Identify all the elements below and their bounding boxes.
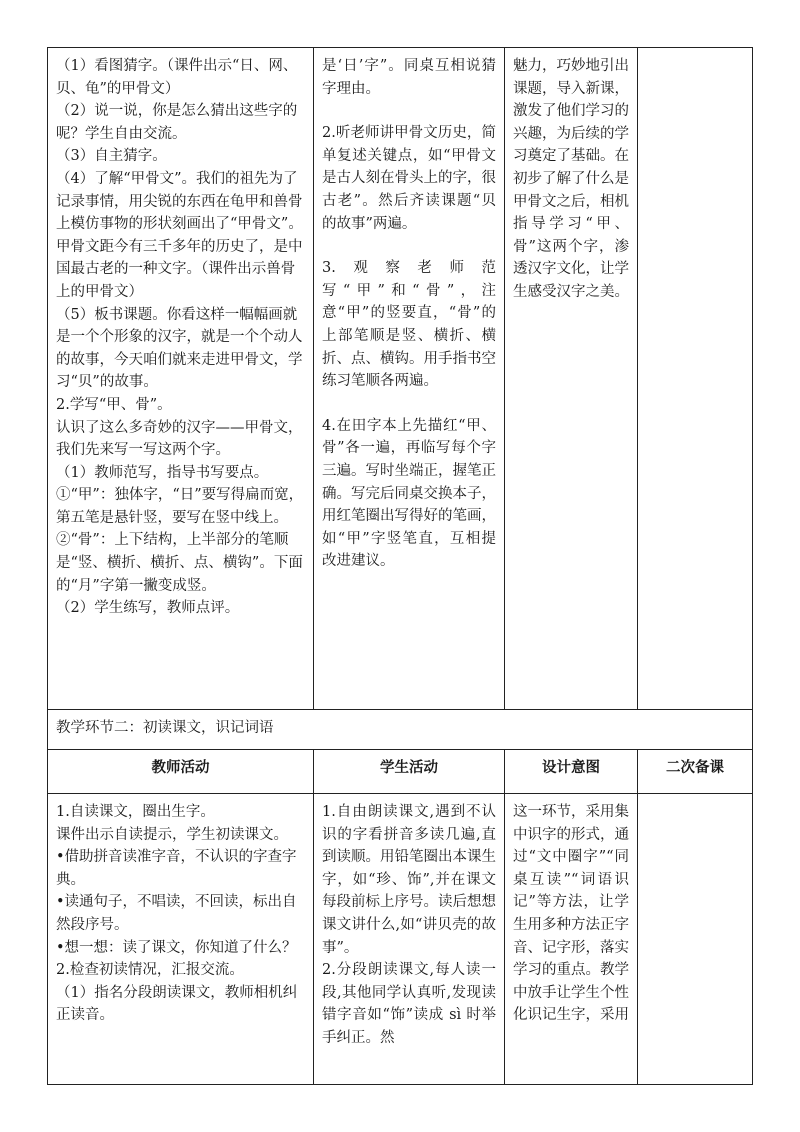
- secondary-prep-cell: [638, 48, 753, 710]
- teacher-line: （3）自主猜字。: [56, 148, 167, 165]
- header-row: [48, 750, 753, 794]
- table-row: [48, 794, 753, 1085]
- header-student-activity: 学生活动: [314, 750, 505, 794]
- teacher-line: （1）教师范写，指导书写要点。: [56, 464, 269, 481]
- teacher-line: 认识了这么多奇妙的汉字——甲骨文，我们先来写一写这两个字。: [56, 419, 303, 459]
- header-teacher-activity: 教师活动: [48, 750, 314, 794]
- teacher-line: ①“甲”：独体字，“日”要写得扁而宽，第五笔是悬针竖，要写在竖中线上。: [56, 487, 304, 526]
- student-paragraph: 是‘日’字”。同桌互相说猜字理由。: [322, 58, 496, 97]
- student-line: 2.分段朗读课文,每人读一段,其他同学认真听,发现读错字音如“饰”读成 sì 时举手纠正。然: [322, 962, 496, 1046]
- table-row: [48, 48, 753, 710]
- student-activity-cell: [314, 794, 505, 1085]
- section-title: 教学环节二：初读课文，识记词语: [48, 710, 753, 750]
- header-design-intent: 设计意图: [505, 750, 638, 794]
- teacher-line: 2.学写“甲、骨”。: [56, 396, 172, 413]
- student-line: 1.自由朗读课文,遇到不认识的字看拼音多读几遍,直到读顺。用铅笔圈出本课生字，如“珍、饰”,并在课文每段前标上序号。读后想想课文讲什么,如“讲贝壳的故事”。: [322, 804, 496, 956]
- student-paragraph: 2.听老师讲甲骨文历史，简单复述关键点，如“甲骨文是古人刻在骨头上的字，很古老”。然后齐读课题“贝的故事”两遍。: [322, 125, 496, 232]
- teacher-line: （2）说一说，你是怎么猜出这些字的呢？学生自由交流。: [56, 103, 298, 142]
- teacher-line: （1）指名分段朗读课文，教师相机纠正读音。: [56, 984, 298, 1024]
- secondary-prep-cell: [638, 794, 753, 1085]
- teacher-line: （1）看图猜字。（课件出示“日、网、贝、龟”的甲骨文）: [56, 58, 298, 97]
- teacher-line: ②“骨”：上下结构，上半部分的笔顺是“竖、横折、横折、点、横钩”。下面的“月”字第一撇变成竖。: [56, 532, 303, 594]
- design-intent-cell: [505, 794, 638, 1085]
- student-activity-cell: [314, 48, 505, 710]
- teacher-line: •借助拼音读准字音，不认识的字查字典。: [56, 849, 297, 888]
- teacher-line: 2.检查初读情况，汇报交流。: [56, 962, 244, 979]
- header-secondary-prep: 二次备课: [638, 750, 753, 794]
- student-paragraph: 3.观察老师范写“甲”和“骨”，注意“甲”的竖要直，“骨”的上部笔顺是竖、横折、横折、点、横钩。用手指书空练习笔顺各两遍。: [322, 260, 496, 390]
- student-paragraph: 4.在田字本上先描红“甲、骨”各一遍，再临写每个字三遍。写时坐端正，握笔正确。写完后同桌交换本子，用红笔圈出写得好的笔画，如“甲”字竖笔直，互相提改进建议。: [322, 417, 496, 570]
- teacher-line: （2）学生练写，教师点评。: [56, 600, 240, 617]
- design-intent-text: 魅力，巧妙地引出课题，导入新课，激发了他们学习的兴趣，为后续的学习奠定了基础。在初步了解了什么是甲骨文之后，相机指导学习“甲、骨”这两个字，渗透汉字文化，让学生感受汉字之美。: [513, 58, 629, 300]
- design-intent-cell: [505, 48, 638, 710]
- section-row: [48, 710, 753, 750]
- teacher-activity-cell: [48, 794, 314, 1085]
- teacher-line: 课件出示自读提示，学生初读课文。: [56, 826, 288, 843]
- teacher-line: （5）板书课题。你看这样一幅幅画就是一个个形象的汉字，就是一个个动人的故事，今天咱们就来走进甲骨文，学习“贝”的故事。: [56, 306, 303, 391]
- teacher-line: （4）了解“甲骨文”。我们的祖先为了记录事情，用尖锐的东西在龟甲和兽骨上模仿事物的形状刻画出了“甲骨文”。甲骨文距今有三千多年的历史了，是中国最古老的一种文字。（课件出示兽骨上的甲骨文）: [56, 170, 303, 300]
- teacher-line: 1.自读课文，圈出生字。: [56, 804, 215, 820]
- design-intent-text: 这一环节，采用集中识字的形式，通过“文中圈字”“同桌互读”“词语识记”等方法，让学生用多种方法正字音、记字形，落实学习的重点。教学中放手让学生个性化识记生字，采用: [513, 804, 629, 1024]
- teacher-activity-cell: [48, 48, 314, 710]
- teacher-line: •读通句子，不唱读，不回读，标出自然段序号。: [56, 894, 297, 933]
- teacher-line: •想一想：读了课文，你知道了什么？: [56, 939, 297, 956]
- lesson-plan-table: [47, 47, 753, 1085]
